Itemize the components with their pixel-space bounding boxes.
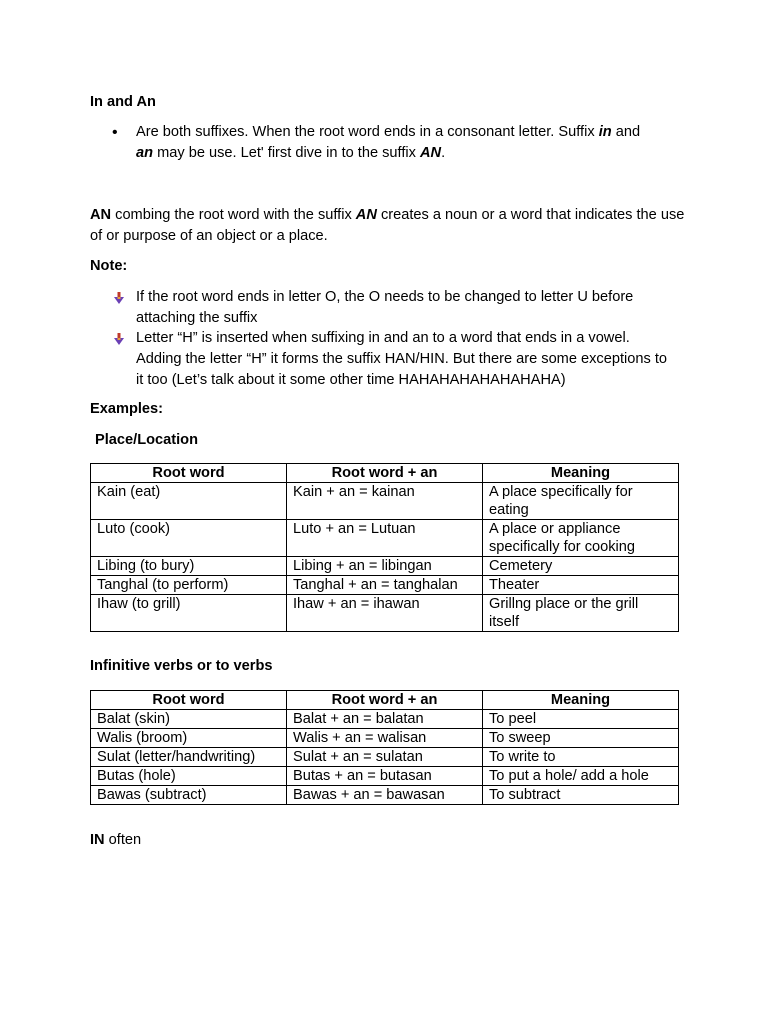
table-cell: Luto + an = Lutuan	[287, 520, 483, 557]
table-row	[91, 748, 679, 767]
table-cell: Tanghal + an = tanghalan	[287, 576, 483, 595]
table-row	[91, 595, 679, 632]
table-cell: Bawas + an = bawasan	[287, 786, 483, 805]
examples-label: Examples:	[90, 401, 164, 417]
infinitive-verbs-table	[90, 690, 679, 805]
column-header: Root word + an	[287, 464, 483, 483]
table-row	[91, 557, 679, 576]
table-cell: A place specifically for eating	[483, 483, 679, 520]
bullet-dot: •	[112, 124, 118, 141]
table-cell: Balat + an = balatan	[287, 710, 483, 729]
table-cell: Ihaw + an = ihawan	[287, 595, 483, 632]
table-cell: Luto (cook)	[91, 520, 287, 557]
table-header-row	[91, 464, 679, 483]
table-cell: Walis + an = walisan	[287, 729, 483, 748]
note-label: Note:	[90, 258, 128, 274]
table-cell: Kain (eat)	[91, 483, 287, 520]
table-cell: Kain + an = kainan	[287, 483, 483, 520]
table1-caption: Place/Location	[95, 432, 198, 448]
table-row	[91, 576, 679, 595]
note-item	[90, 287, 690, 329]
table-cell: Libing (to bury)	[91, 557, 287, 576]
an-paragraph: AN combing the root word with the suffix AN creates a noun or a word that indicates the use of or purpose of an object or a place.	[90, 207, 685, 244]
table-row	[91, 710, 679, 729]
note-text: If the root word ends in letter O, the O needs to be changed to letter U before attaching the suffix	[136, 289, 634, 326]
table-cell: To subtract	[483, 786, 679, 805]
table-cell: Butas (hole)	[91, 767, 287, 786]
note-item	[90, 328, 690, 391]
table-cell: A place or appliance specifically for cooking	[483, 520, 679, 557]
table-row	[91, 767, 679, 786]
table-cell: Butas + an = butasan	[287, 767, 483, 786]
intro-bullet	[90, 122, 690, 164]
table-cell: To write to	[483, 748, 679, 767]
table-cell: To put a hole/ add a hole	[483, 767, 679, 786]
column-header: Meaning	[483, 464, 679, 483]
arrow-down-bullet-icon	[114, 292, 124, 304]
table-cell: Walis (broom)	[91, 729, 287, 748]
column-header: Root word + an	[287, 691, 483, 710]
table-row	[91, 729, 679, 748]
place-location-table	[90, 463, 679, 632]
column-header: Root word	[91, 691, 287, 710]
table-cell: Balat (skin)	[91, 710, 287, 729]
table-cell: Theater	[483, 576, 679, 595]
table-cell: To sweep	[483, 729, 679, 748]
table-cell: Tanghal (to perform)	[91, 576, 287, 595]
table-cell: Ihaw (to grill)	[91, 595, 287, 632]
column-header: Root word	[91, 464, 287, 483]
table-cell: Grillng place or the grill itself	[483, 595, 679, 632]
table-cell: Cemetery	[483, 557, 679, 576]
table-cell: Sulat + an = sulatan	[287, 748, 483, 767]
table-row	[91, 520, 679, 557]
in-paragraph: IN often	[90, 832, 142, 848]
table2-caption: Infinitive verbs or to verbs	[90, 658, 273, 674]
table-row	[91, 483, 679, 520]
column-header: Meaning	[483, 691, 679, 710]
section-heading: In and An	[90, 94, 156, 110]
table-header-row	[91, 691, 679, 710]
intro-bullet-text: Are both suffixes. When the root word ends in a consonant letter. Suffix in and an may be use. Let' first dive in to the suffix AN.	[136, 124, 641, 161]
note-text: Letter “H” is inserted when suffixing in and an to a word that ends in a vowel. Adding the letter “H” it forms the suffix HAN/HIN. But there are some exceptions to it too (Let’s talk about it some other time HAHAHAHAHAHAHAHA)	[136, 330, 668, 388]
arrow-down-bullet-icon	[114, 333, 124, 345]
table-cell: Libing + an = libingan	[287, 557, 483, 576]
table-cell: Bawas (subtract)	[91, 786, 287, 805]
table-cell: To peel	[483, 710, 679, 729]
table-cell: Sulat (letter/handwriting)	[91, 748, 287, 767]
table-row	[91, 786, 679, 805]
